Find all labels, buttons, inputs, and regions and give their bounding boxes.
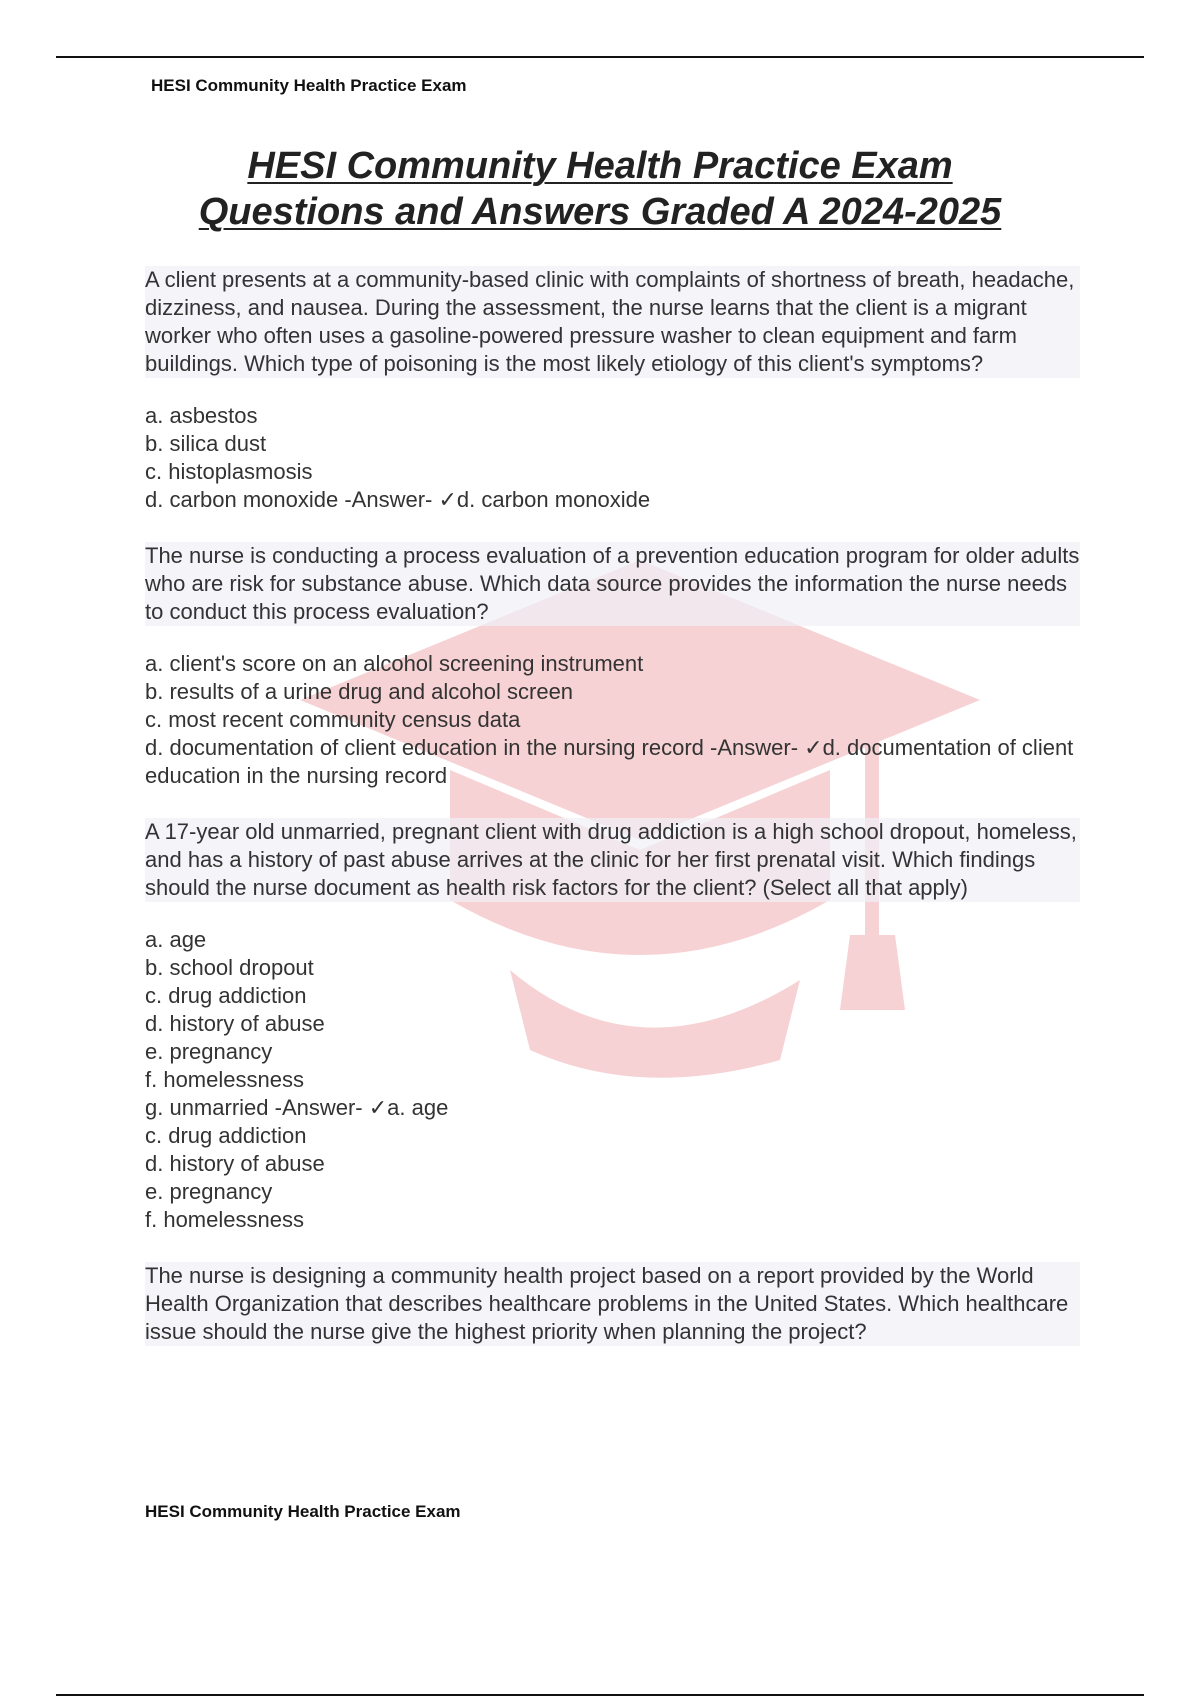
option-item: b. school dropout (145, 955, 314, 980)
option-item: c. drug addiction (145, 983, 307, 1008)
answer-item: f. homelessness (145, 1207, 304, 1232)
top-rule (56, 56, 1144, 58)
running-header: HESI Community Health Practice Exam (151, 76, 467, 95)
document-title (0, 143, 1200, 235)
option-list (145, 402, 1080, 514)
option-item: a. age (145, 927, 207, 952)
question-text: A client presents at a community-based clinic with complaints of shortness of breath, headache, dizziness, and nausea. During the assessment, the nurse learns that the client is a migrant worker who often uses a gasoline-powered pressure washer to clean equipment and farm buildings. Which type of poisoning is the most likely etiology of this client's symptoms? (145, 266, 1080, 378)
option-item: e. pregnancy (145, 1039, 273, 1064)
answer-line: d. carbon monoxide -Answer- ✓d. carbon monoxide (145, 487, 651, 512)
option-item: a. client's score on an alcohol screening instrument (145, 651, 644, 676)
question-text: The nurse is conducting a process evaluation of a prevention education program for older adults who are risk for substance abuse. Which data source provides the information the nurse needs to conduct this process evaluation? (145, 543, 1080, 624)
option-list (145, 926, 1080, 1234)
question-text: A 17-year old unmarried, pregnant client with drug addiction is a high school dropout, homeless, and has a history of past abuse arrives at the clinic for her first prenatal visit. Which findings should the nurse document as health risk factors for the client? (Select all that apply) (145, 818, 1080, 902)
answer-line: g. unmarried -Answer- ✓a. age (145, 1095, 449, 1120)
question-list (145, 266, 1080, 1370)
answer-line: d. documentation of client education in the nursing record -Answer- ✓d. documentation of client education in the nursing record (145, 735, 1074, 788)
answer-item: d. history of abuse (145, 1151, 325, 1176)
option-item: d. history of abuse (145, 1011, 325, 1036)
question-text: The nurse is designing a community health project based on a report provided by the World Health Organization that describes healthcare problems in the United States. Which healthcare issue should the nurse give the highest priority when planning the project? (145, 1262, 1080, 1346)
answer-item: c. drug addiction (145, 1123, 307, 1148)
running-footer: HESI Community Health Practice Exam (145, 1502, 461, 1521)
question-block (145, 1262, 1080, 1346)
title-line-2: Questions and Answers Graded A 2024-2025 (198, 191, 1002, 233)
option-item: a. asbestos (145, 403, 258, 428)
question-block (145, 818, 1080, 1234)
option-item: c. most recent community census data (145, 707, 521, 732)
option-item: b. silica dust (145, 431, 267, 456)
option-item: f. homelessness (145, 1067, 304, 1092)
answer-item: e. pregnancy (145, 1179, 273, 1204)
title-line-1: HESI Community Health Practice Exam (247, 145, 953, 187)
bottom-rule (56, 1694, 1144, 1696)
option-list (145, 650, 1080, 790)
option-item: c. histoplasmosis (145, 459, 313, 484)
option-item: b. results of a urine drug and alcohol screen (145, 679, 574, 704)
question-block (145, 542, 1080, 790)
question-block (145, 266, 1080, 514)
